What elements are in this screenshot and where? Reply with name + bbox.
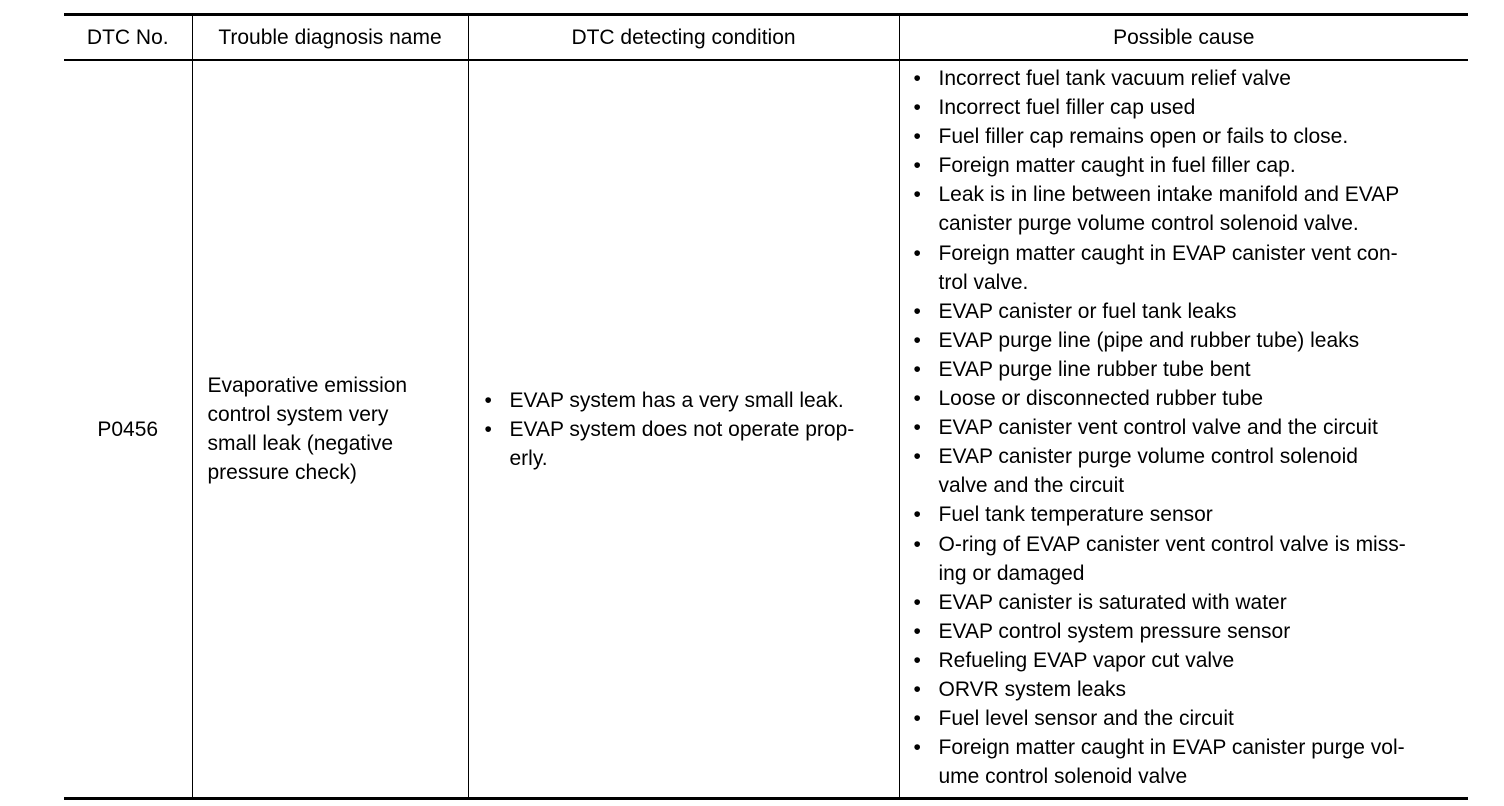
cause-line: • Incorrect fuel filler cap used: [938, 96, 1196, 120]
condition-list: [483, 386, 895, 473]
trouble-name-line: Evaporative emission: [207, 373, 408, 397]
cause-item: [912, 646, 1463, 675]
trouble-name-cell: [192, 60, 468, 799]
possible-cause-cell: [899, 60, 1468, 799]
table-body: [64, 60, 1468, 799]
cause-item: [912, 442, 1463, 500]
header-trouble-diagnosis-name: Trouble diagnosis name: [192, 15, 468, 61]
cause-line: canister purge volume control solenoid valve.: [938, 212, 1359, 236]
cause-item: [912, 530, 1463, 588]
cause-item: [912, 617, 1463, 646]
cause-line: • Refueling EVAP vapor cut valve: [938, 648, 1235, 672]
table-row: [64, 60, 1468, 799]
cause-item: [912, 355, 1463, 384]
detecting-condition-cell: [468, 60, 899, 799]
cause-line: • Loose or disconnected rubber tube: [938, 387, 1264, 411]
cause-item: [912, 675, 1463, 704]
cause-line: • EVAP control system pressure sensor: [938, 619, 1291, 643]
trouble-name-line: pressure check): [207, 461, 357, 485]
cause-item: [912, 122, 1463, 151]
trouble-name-line: small leak (negative: [207, 432, 394, 456]
cause-item: [912, 704, 1463, 733]
dtc-code-cell: [64, 60, 192, 799]
cause-line: • Fuel filler cap remains open or fails to close.: [938, 125, 1349, 149]
cause-line: • EVAP canister purge volume control solenoid: [938, 445, 1358, 469]
cause-line: ing or damaged: [938, 561, 1085, 585]
table-header: [64, 15, 1468, 61]
cause-line: • EVAP purge line rubber tube bent: [938, 357, 1251, 381]
dtc-code: P0456: [97, 417, 159, 441]
cause-item: [912, 733, 1463, 791]
cause-item: [912, 64, 1463, 93]
cause-item: [912, 413, 1463, 442]
cause-item: [912, 239, 1463, 297]
cause-line: • Incorrect fuel tank vacuum relief valve: [938, 67, 1291, 90]
cause-line: • Foreign matter caught in EVAP canister vent con-: [938, 241, 1398, 265]
cause-line: • Foreign matter caught in EVAP canister purge vol-: [938, 736, 1405, 760]
cause-line: • EVAP purge line (pipe and rubber tube) leaks: [938, 328, 1360, 352]
cause-line: trol valve.: [938, 270, 1029, 294]
cause-line: • EVAP canister vent control valve and the circuit: [938, 416, 1378, 440]
trouble-name-line: control system very: [207, 402, 389, 426]
cause-line: • EVAP canister or fuel tank leaks: [938, 299, 1237, 323]
header-dtc-no: DTC No.: [64, 15, 192, 61]
cause-line: • Fuel level sensor and the circuit: [938, 707, 1234, 731]
cause-item: [912, 500, 1463, 529]
condition-line: erly.: [509, 446, 548, 470]
cause-line: • EVAP canister is saturated with water: [938, 590, 1287, 614]
cause-item: [912, 180, 1463, 238]
cause-list: [912, 64, 1463, 791]
cause-item: [912, 326, 1463, 355]
cause-item: [912, 384, 1463, 413]
cause-item: [912, 151, 1463, 180]
condition-line: • EVAP system does not operate prop-: [509, 417, 855, 441]
cause-item: [912, 588, 1463, 617]
cause-line: • Leak is in line between intake manifold and EVAP: [938, 183, 1400, 207]
cause-item: [912, 93, 1463, 122]
cause-item: [912, 297, 1463, 326]
dtc-table: [64, 13, 1468, 800]
cause-line: ume control solenoid valve: [938, 765, 1188, 789]
condition-item: [483, 415, 895, 473]
cause-line: • O-ring of EVAP canister vent control valve is miss-: [938, 532, 1406, 556]
condition-item: [483, 386, 895, 415]
header-row: [64, 15, 1468, 61]
cause-line: • ORVR system leaks: [938, 677, 1126, 701]
header-dtc-detecting-condition: DTC detecting condition: [468, 15, 899, 61]
cause-line: valve and the circuit: [938, 474, 1125, 498]
cause-line: • Foreign matter caught in fuel filler cap.: [938, 154, 1296, 178]
header-possible-cause: Possible cause: [899, 15, 1468, 61]
condition-line: • EVAP system has a very small leak.: [509, 388, 844, 412]
dtc-table-container: [64, 13, 1468, 800]
cause-line: • Fuel tank temperature sensor: [938, 503, 1213, 527]
